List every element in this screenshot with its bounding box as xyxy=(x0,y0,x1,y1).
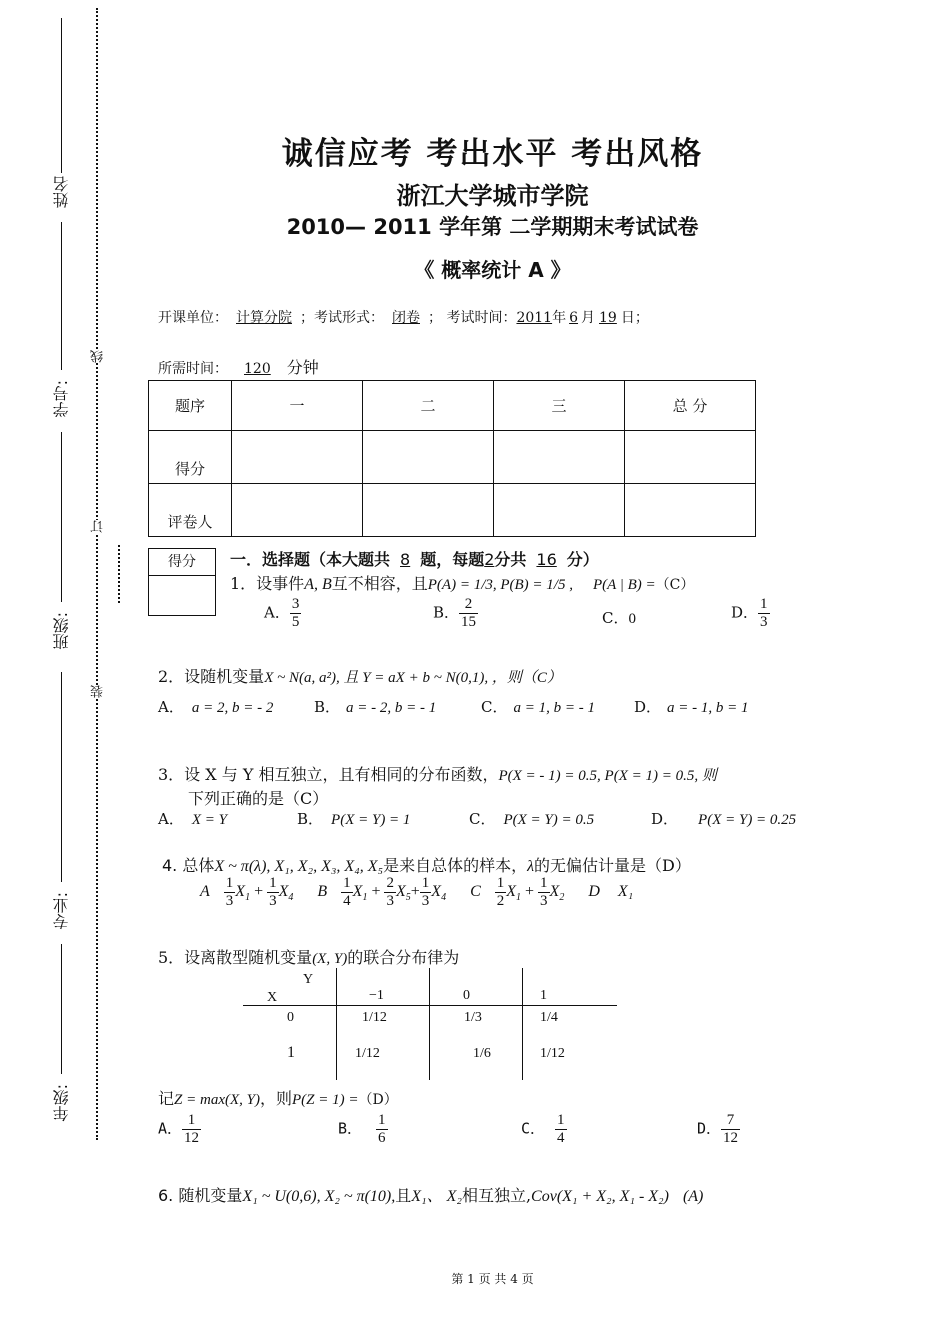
points-each: 2 xyxy=(484,550,495,569)
grade-label: 年级: xyxy=(52,1084,71,1122)
q5-math: (X, Y) xyxy=(312,951,348,967)
fraction: $\frac{2}{3}$ xyxy=(386,875,394,909)
duration-unit: 分钟 xyxy=(286,358,319,377)
fraction xyxy=(290,596,302,631)
frac-num: 3 xyxy=(291,596,300,612)
fraction: $\frac{1}{3}$ xyxy=(225,875,234,909)
major-line xyxy=(61,672,62,882)
binding-mark-zhuang: 装 xyxy=(91,685,106,698)
score-header-cell: 总 分 xyxy=(625,381,756,431)
unit-value: 计算分院 xyxy=(236,310,292,326)
unit-label: 开课单位： xyxy=(158,310,228,326)
q5-prompt-a: 记 xyxy=(158,1089,175,1108)
score-header-cell: 三 xyxy=(494,381,625,431)
option-value: P(X = Y) = 0.5 xyxy=(503,812,595,828)
exam-slogan: 诚信应考 考出水平 考出风格 xyxy=(281,136,704,172)
option-label: C． xyxy=(602,609,629,627)
id-label: 学号: xyxy=(52,380,71,418)
grader-cell[interactable] xyxy=(494,484,625,537)
option-label: B． xyxy=(338,1119,363,1138)
fraction: $\frac{1}{3}$ xyxy=(269,875,277,909)
time-label: ； 考试时间： xyxy=(428,310,517,326)
q4-text-b: 是来自总体的样本， xyxy=(383,856,528,875)
q1-option-b[interactable] xyxy=(433,596,478,631)
frac-den: 12 xyxy=(723,1130,739,1146)
major-label: 专业: xyxy=(52,892,71,930)
binding-dotted-short xyxy=(118,545,120,603)
frac-den: 15 xyxy=(461,614,477,630)
option-label: C． xyxy=(469,810,496,828)
option-label: A． xyxy=(158,698,184,716)
frac-num: 1 xyxy=(760,596,768,612)
fraction xyxy=(182,1112,201,1147)
q4-text-c: 的无偏估计量是（D） xyxy=(534,856,691,875)
option-value: a = - 1, b = 1 xyxy=(667,700,749,716)
option-label: B． xyxy=(433,603,460,622)
prob-cell: 1/12 xyxy=(362,1010,387,1025)
question-count: 8 xyxy=(400,550,411,569)
fraction: $\frac{1}{3}$ xyxy=(540,875,548,909)
x-value: 0 xyxy=(287,1010,294,1025)
score-row-label: 得分 xyxy=(149,431,232,484)
option-label: C xyxy=(470,883,481,901)
points-total: 16 xyxy=(536,550,557,569)
q3-option-a[interactable] xyxy=(158,808,227,829)
grader-cell[interactable] xyxy=(232,484,363,537)
q6-math-c: Cov(X₁ + X₂, X₁ - X₂) xyxy=(531,1188,669,1205)
fraction: $\frac{1}{4}$ xyxy=(343,875,351,909)
q5-text-a: 5．设离散型随机变量 xyxy=(158,948,313,967)
q2-option-c[interactable] xyxy=(481,696,595,717)
q1-option-c[interactable] xyxy=(602,607,636,628)
duration-label: 所需时间： xyxy=(158,361,228,377)
option-value: P(X = Y) = 1 xyxy=(331,812,411,828)
q5-option-b[interactable] xyxy=(338,1112,388,1147)
question-6 xyxy=(158,1183,703,1206)
form-label: ；考试形式： xyxy=(300,310,384,326)
y-value: 1 xyxy=(540,988,547,1003)
q3-text: 3．设 X 与 Y 相互独立，且有相同的分布函数， xyxy=(158,765,499,784)
q5-text-b: 的联合分布律为 xyxy=(347,948,460,967)
q1-condition: P(A) = 1/3, P(B) = 1/5 , xyxy=(427,577,573,593)
q1-option-d[interactable] xyxy=(731,596,770,631)
duration-value: 120 xyxy=(244,361,271,377)
option-label: A． xyxy=(158,1119,183,1138)
q4-option-a[interactable]: A $\frac{1}{3}$ $X_1$ + $\frac{1}{3}$ $X_4$ xyxy=(200,875,294,909)
fraction xyxy=(459,596,478,631)
q1-option-a[interactable] xyxy=(264,596,301,631)
option-label: A． xyxy=(158,810,184,828)
frac-num: 7 xyxy=(726,1112,735,1128)
frac-den: 5 xyxy=(291,614,300,630)
q5-option-d[interactable] xyxy=(697,1112,740,1147)
fraction xyxy=(758,596,770,631)
score-table xyxy=(148,380,756,537)
option-label: B xyxy=(317,883,328,901)
q5-prompt-b: ，则 xyxy=(259,1089,292,1108)
score-header-cell: 二 xyxy=(363,381,494,431)
exam-year: 2011 xyxy=(516,310,553,326)
grader-cell[interactable] xyxy=(363,484,494,537)
q6-math-a: X₁ ~ U(0,6), X₂ ~ π(10), xyxy=(242,1188,396,1205)
q4-options xyxy=(200,875,633,910)
frac-den: 4 xyxy=(557,1130,565,1146)
q3-option-b[interactable] xyxy=(297,808,410,829)
grader-row xyxy=(149,484,756,537)
score-cell[interactable] xyxy=(232,431,363,484)
option-value: a = - 2, b = - 1 xyxy=(346,700,437,716)
option-label: D． xyxy=(697,1119,722,1138)
prob-cell: 1/6 xyxy=(473,1046,491,1061)
q6-text-a: 随机变量 xyxy=(178,1186,243,1205)
q2-option-b[interactable] xyxy=(314,696,436,717)
prob-cell: 1/12 xyxy=(540,1046,565,1061)
class-label: 班级: xyxy=(52,612,71,650)
score-cell[interactable] xyxy=(625,431,756,484)
grade-line xyxy=(61,944,62,1074)
option-label: C． xyxy=(481,698,508,716)
form-value: 闭卷 xyxy=(392,310,420,326)
grader-row-label: 评卷人 xyxy=(149,484,232,537)
score-header-cell: 题序 xyxy=(149,381,232,431)
y-header: Y xyxy=(303,972,314,987)
question-5 xyxy=(158,945,459,968)
day-suffix: 日； xyxy=(620,310,649,326)
section-title-a: 一．选择题（本大题共 xyxy=(230,550,391,569)
x-value: 1 xyxy=(287,1044,295,1061)
option-value: a = 1, b = - 1 xyxy=(513,700,595,716)
score-row xyxy=(149,431,756,484)
school-name: 浙江大学城市学院 xyxy=(396,182,589,210)
exam-month: 6 xyxy=(569,310,579,326)
q6-answer: (A) xyxy=(682,1188,704,1205)
q1-number: 1．设事件 xyxy=(230,574,305,593)
fraction xyxy=(555,1112,567,1147)
frac-num: 2 xyxy=(464,596,473,612)
option-label: D xyxy=(588,883,600,901)
section-score-label: 得分 xyxy=(149,549,215,576)
option-label: C． xyxy=(521,1119,546,1138)
month-suffix: 月 xyxy=(581,310,596,326)
q2-option-a[interactable] xyxy=(158,696,273,717)
q5-prompt-c: P(Z = 1) = xyxy=(291,1092,359,1108)
score-table-header xyxy=(149,381,756,431)
option-value: X = Y xyxy=(191,812,227,828)
score-cell[interactable] xyxy=(363,431,494,484)
question-1 xyxy=(230,571,694,594)
q1-answer: （C） xyxy=(655,577,695,593)
option-value: a = 2, b = - 2 xyxy=(191,700,274,716)
q1-text: 互不相容，且 xyxy=(331,574,428,593)
binding-mark-line: 线 xyxy=(91,350,106,363)
score-cell[interactable] xyxy=(494,431,625,484)
y-value: 0 xyxy=(463,988,470,1003)
q6-math-b: X₁、 X₂ xyxy=(411,1188,462,1205)
q4-number: 4. xyxy=(162,856,178,875)
q2-number: 2．设随机变量 xyxy=(158,667,265,686)
name-label: 姓名 xyxy=(52,176,71,208)
q3-option-d[interactable] xyxy=(651,808,796,829)
frac-den: 12 xyxy=(184,1130,200,1146)
id-line xyxy=(61,222,62,370)
duration-line xyxy=(158,355,319,378)
section1-title xyxy=(230,547,599,570)
option-label: D． xyxy=(651,810,679,828)
binding-mark-ding: 订 xyxy=(91,520,106,533)
q6-text-b: 且 xyxy=(395,1186,412,1205)
frac-den: 6 xyxy=(378,1130,386,1146)
question-4 xyxy=(162,853,691,876)
q1-vars: A, B xyxy=(304,576,332,593)
q5-option-a[interactable] xyxy=(158,1112,201,1147)
year-suffix: 年 xyxy=(552,310,567,326)
q4-option-c[interactable]: C $\frac{1}{2}$ $X_1$ + $\frac{1}{3}$ $X_2$ xyxy=(470,875,565,909)
q5-answer: （D） xyxy=(358,1092,398,1108)
question-3 xyxy=(158,762,717,785)
frac-num: 1 xyxy=(187,1112,196,1128)
q5-prompt xyxy=(158,1086,398,1109)
frac-num: 1 xyxy=(557,1112,565,1128)
fraction xyxy=(376,1112,388,1147)
fraction: $\frac{1}{2}$ xyxy=(496,875,505,909)
section-title-d: 分） xyxy=(566,550,599,569)
section-title-b: 题，每题 xyxy=(420,550,485,569)
option-value: P(X = Y) = 0.25 xyxy=(698,812,797,828)
q4-text-a: 总体 xyxy=(182,856,215,875)
option-value: 0 xyxy=(628,611,636,627)
q3-math: P(X = - 1) = 0.5, P(X = 1) = 0.5, 则 xyxy=(498,768,717,784)
exam-info-line xyxy=(158,307,649,327)
option-label: D． xyxy=(731,603,759,622)
q4-math-b: λ xyxy=(527,858,535,875)
option-value: X₁ xyxy=(617,883,634,901)
option-label: D． xyxy=(634,698,662,716)
joint-distribution-table xyxy=(243,968,617,1080)
prob-cell: 1/3 xyxy=(464,1010,482,1025)
grader-cell[interactable] xyxy=(625,484,756,537)
option-label: B． xyxy=(297,810,324,828)
q6-number: 6. xyxy=(158,1186,174,1205)
q4-option-d[interactable] xyxy=(588,883,633,900)
frac-num: 1 xyxy=(378,1112,386,1128)
option-label: B． xyxy=(314,698,341,716)
x-header: X xyxy=(267,990,278,1005)
class-line xyxy=(61,432,62,602)
section-title-c: 分共 xyxy=(494,550,527,569)
prob-cell: 1/12 xyxy=(355,1046,380,1061)
course-title: 《 概率统计 A 》 xyxy=(414,258,571,282)
q5-option-c[interactable] xyxy=(521,1112,567,1147)
q1-ask: P(A | B) = xyxy=(592,577,656,593)
term-title: 2010— 2011 学年第 二学期期末考试试卷 xyxy=(286,215,699,239)
score-header-cell: 一 xyxy=(232,381,363,431)
q6-text-c: 相互独立, xyxy=(461,1186,532,1205)
q3-line-2: 下列正确的是（C） xyxy=(188,789,329,808)
q4-math-a: X ~ π(λ), X₁, X₂, X₃, X₄, X₅ xyxy=(214,858,384,875)
page-footer: 第 1 页 共 4 页 xyxy=(451,1272,534,1286)
frac-den: 3 xyxy=(760,614,768,630)
prob-cell: 1/4 xyxy=(540,1010,558,1025)
fraction: $\frac{1}{3}$ xyxy=(421,875,430,909)
question-2 xyxy=(158,664,562,687)
q2-option-d[interactable] xyxy=(634,696,749,717)
y-value: −1 xyxy=(369,988,384,1003)
q3-option-c[interactable] xyxy=(469,808,594,829)
exam-day: 19 xyxy=(599,310,617,326)
fraction xyxy=(721,1112,740,1147)
option-label: A xyxy=(200,883,210,901)
q4-option-b[interactable]: B $\frac{1}{4}$ $X_1$ + $\frac{2}{3}$ $X_5+$ $\frac{1}{3}$ $X_4$ xyxy=(317,875,447,909)
option-label: A． xyxy=(264,603,290,622)
q5-prompt-math: Z = max(X, Y) xyxy=(174,1092,260,1108)
q2-text: X ~ N(a, a²), 且 Y = aX + b ~ N(0,1), ，则（C） xyxy=(264,670,562,686)
section-score-box xyxy=(148,548,216,616)
